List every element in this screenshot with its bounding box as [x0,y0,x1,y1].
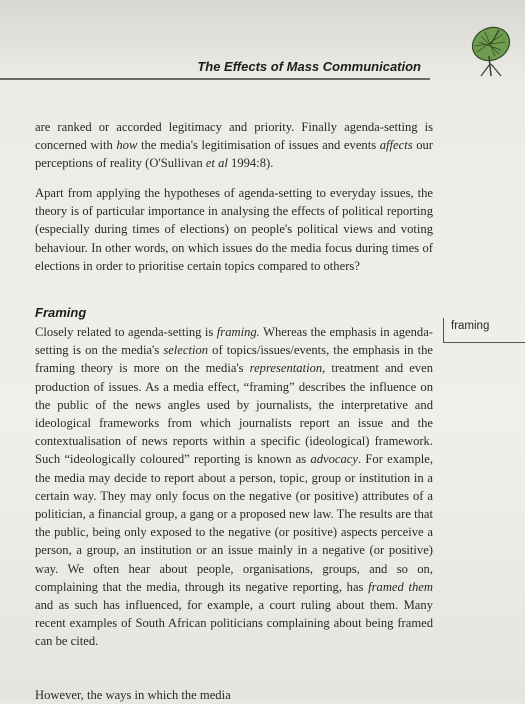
margin-note-framing [443,318,525,343]
paragraph-partial-bottom: However, the ways in which the media [35,688,231,702]
paragraph-political-reporting: Apart from applying the hypotheses of agenda-setting to everyday issues, the theory is of particular importance in analysing the effects of political reporting (especially during times of elections) on people's political views and voting behaviour. In other words, on which issues do the media focus during times of elections in order to prioritise certain topics compared to others? [35,186,433,273]
paragraph-framing: Closely related to agenda-setting is framing. Whereas the emphasis in agenda-setting is on the media's selection of topics/issues/events, the emphasis in the framing theory is more on the media's representation, treatment and even production of issues. As a media effect, “framing” describes the influence on the public of the news angles used by journalists, the interpretative and ideological frameworks from which journalists report an issue and the contextualisation of news reports within a specific (ideological) framework. Such “ideologically coloured” reporting is known as advocacy. For example, the media may decide to report about a person, topic, group or institution in a certain way. They may only focus on the negative (or positive) attributes of a politician, a financial group, a gang or a proposed new law. The results are that the public, being only exposed to the negative (or positive) aspects perceive a person, a group, an institution or an issue mainly in a negative (or positive) way. We often hear about people, organisations, groups, and so on, complaining that the media, through its negative reporting, has framed them and as such has influenced, for example, a court ruling about them. Many recent examples of South African politicians complaining about being framed can be cited. [35,325,433,649]
satellite-dish-icon [465,22,513,78]
header-rule [0,78,430,80]
section-heading-framing: Framing [35,305,87,320]
paragraph-agenda-setting-end: are ranked or accorded legitimacy and priority. Finally agenda-setting is concerned with how the media's legitimisation of issues and events affects our perceptions of reality (O'Sullivan et al 1994:8). [35,120,433,171]
margin-note-label: framing [451,320,490,332]
running-head: The Effects of Mass Communication [197,59,421,74]
